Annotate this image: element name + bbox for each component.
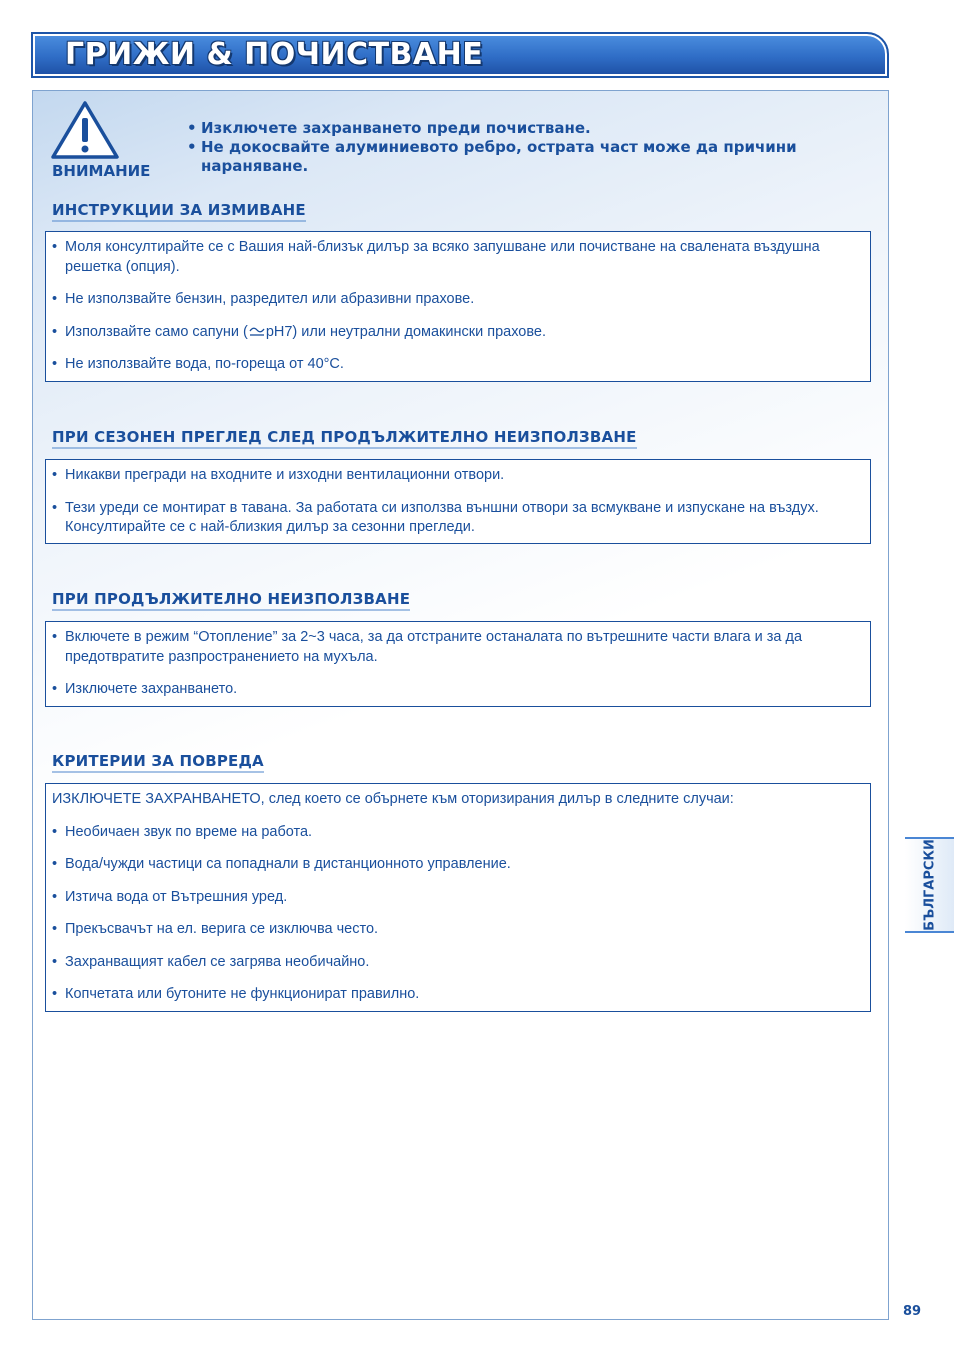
caution-item: • Не докосвайте алуминиевото ребро, острата част може да причини нараняване. — [187, 138, 837, 176]
page-title: ГРИЖИ & ПОЧИСТВАНЕ — [65, 37, 484, 72]
section-title-washing: ИНСТРУКЦИИ ЗА ИЗМИВАНЕ — [52, 201, 306, 219]
list-item: • Моля консултирайте се с Вашия най-близък дилър за всяко запушване или почистване на свалената въздушна решетка (опция). — [52, 238, 856, 277]
list-item: • Не използвайте вода, по-гореща от 40°C. — [52, 355, 856, 375]
fault-intro-text: ИЗКЛЮЧЕТЕ ЗАХРАНВАНЕТО, след което се обърнете към оторизирания дилър в следните случаи: — [52, 791, 734, 807]
section-box-fault-criteria — [45, 783, 871, 1012]
list-item: • Необичаен звук по време на работа. — [52, 823, 856, 843]
ph-text: pH7) или неутрални домакински прахове. — [265, 323, 546, 340]
warning-triangle-icon — [50, 100, 120, 160]
list-item: • Никакви прегради на входните и изходни вентилационни отвори. — [52, 466, 856, 486]
caution-list — [187, 119, 837, 176]
section-box-seasonal — [45, 459, 871, 544]
page-number: 89 — [903, 1304, 922, 1319]
list-item: • Не използвайте бензин, разредител или абразивни прахове. — [52, 290, 856, 310]
language-tab — [905, 837, 954, 933]
list-item: • Тези уреди се монтират в тавана. За работата си използва външни отвори за всмукване и изпускане на въздух. Консултирайте се с най-близкия дилър за сезонни прегледи. — [52, 499, 856, 538]
list-item: • Захранващият кабел се загрява необичайно. — [52, 953, 856, 973]
list-item: • Копчетата или бутоните не функционират правилно. — [52, 985, 856, 1005]
list-item: • Включете в режим “Отопление” за 2~3 часа, за да отстраните останалата по вътрешните части влага и за да предотвратите разпространението на мухъла. — [52, 628, 856, 667]
section-box-long-disuse — [45, 621, 871, 707]
caution-item: • Изключете захранването преди почистване. — [187, 119, 837, 138]
list-item: • Вода/чужди частици са попаднали в дистанционното управление. — [52, 855, 856, 875]
list-item — [52, 323, 856, 343]
list-item: • Прекъсвачът на ел. верига се изключва често. — [52, 920, 856, 940]
approx-equal-icon — [249, 325, 265, 337]
language-tab-label: БЪЛГАРСКИ — [922, 839, 937, 931]
section-title-seasonal: ПРИ СЕЗОНЕН ПРЕГЛЕД СЛЕД ПРОДЪЛЖИТЕЛНО НЕИЗПОЛЗВАНЕ — [52, 428, 637, 446]
section-title-long-disuse: ПРИ ПРОДЪЛЖИТЕЛНО НЕИЗПОЛЗВАНЕ — [52, 590, 411, 608]
list-item: • Изключете захранването. — [52, 680, 856, 700]
caution-label: ВНИМАНИЕ — [52, 162, 151, 180]
soap-text: Използвайте само сапуни ( — [65, 323, 248, 340]
page-title-bar — [31, 32, 889, 78]
list-item: • Изтича вода от Вътрешния уред. — [52, 888, 856, 908]
section-title-fault-criteria: КРИТЕРИИ ЗА ПОВРЕДА — [52, 752, 264, 770]
section-box-washing — [45, 231, 871, 382]
